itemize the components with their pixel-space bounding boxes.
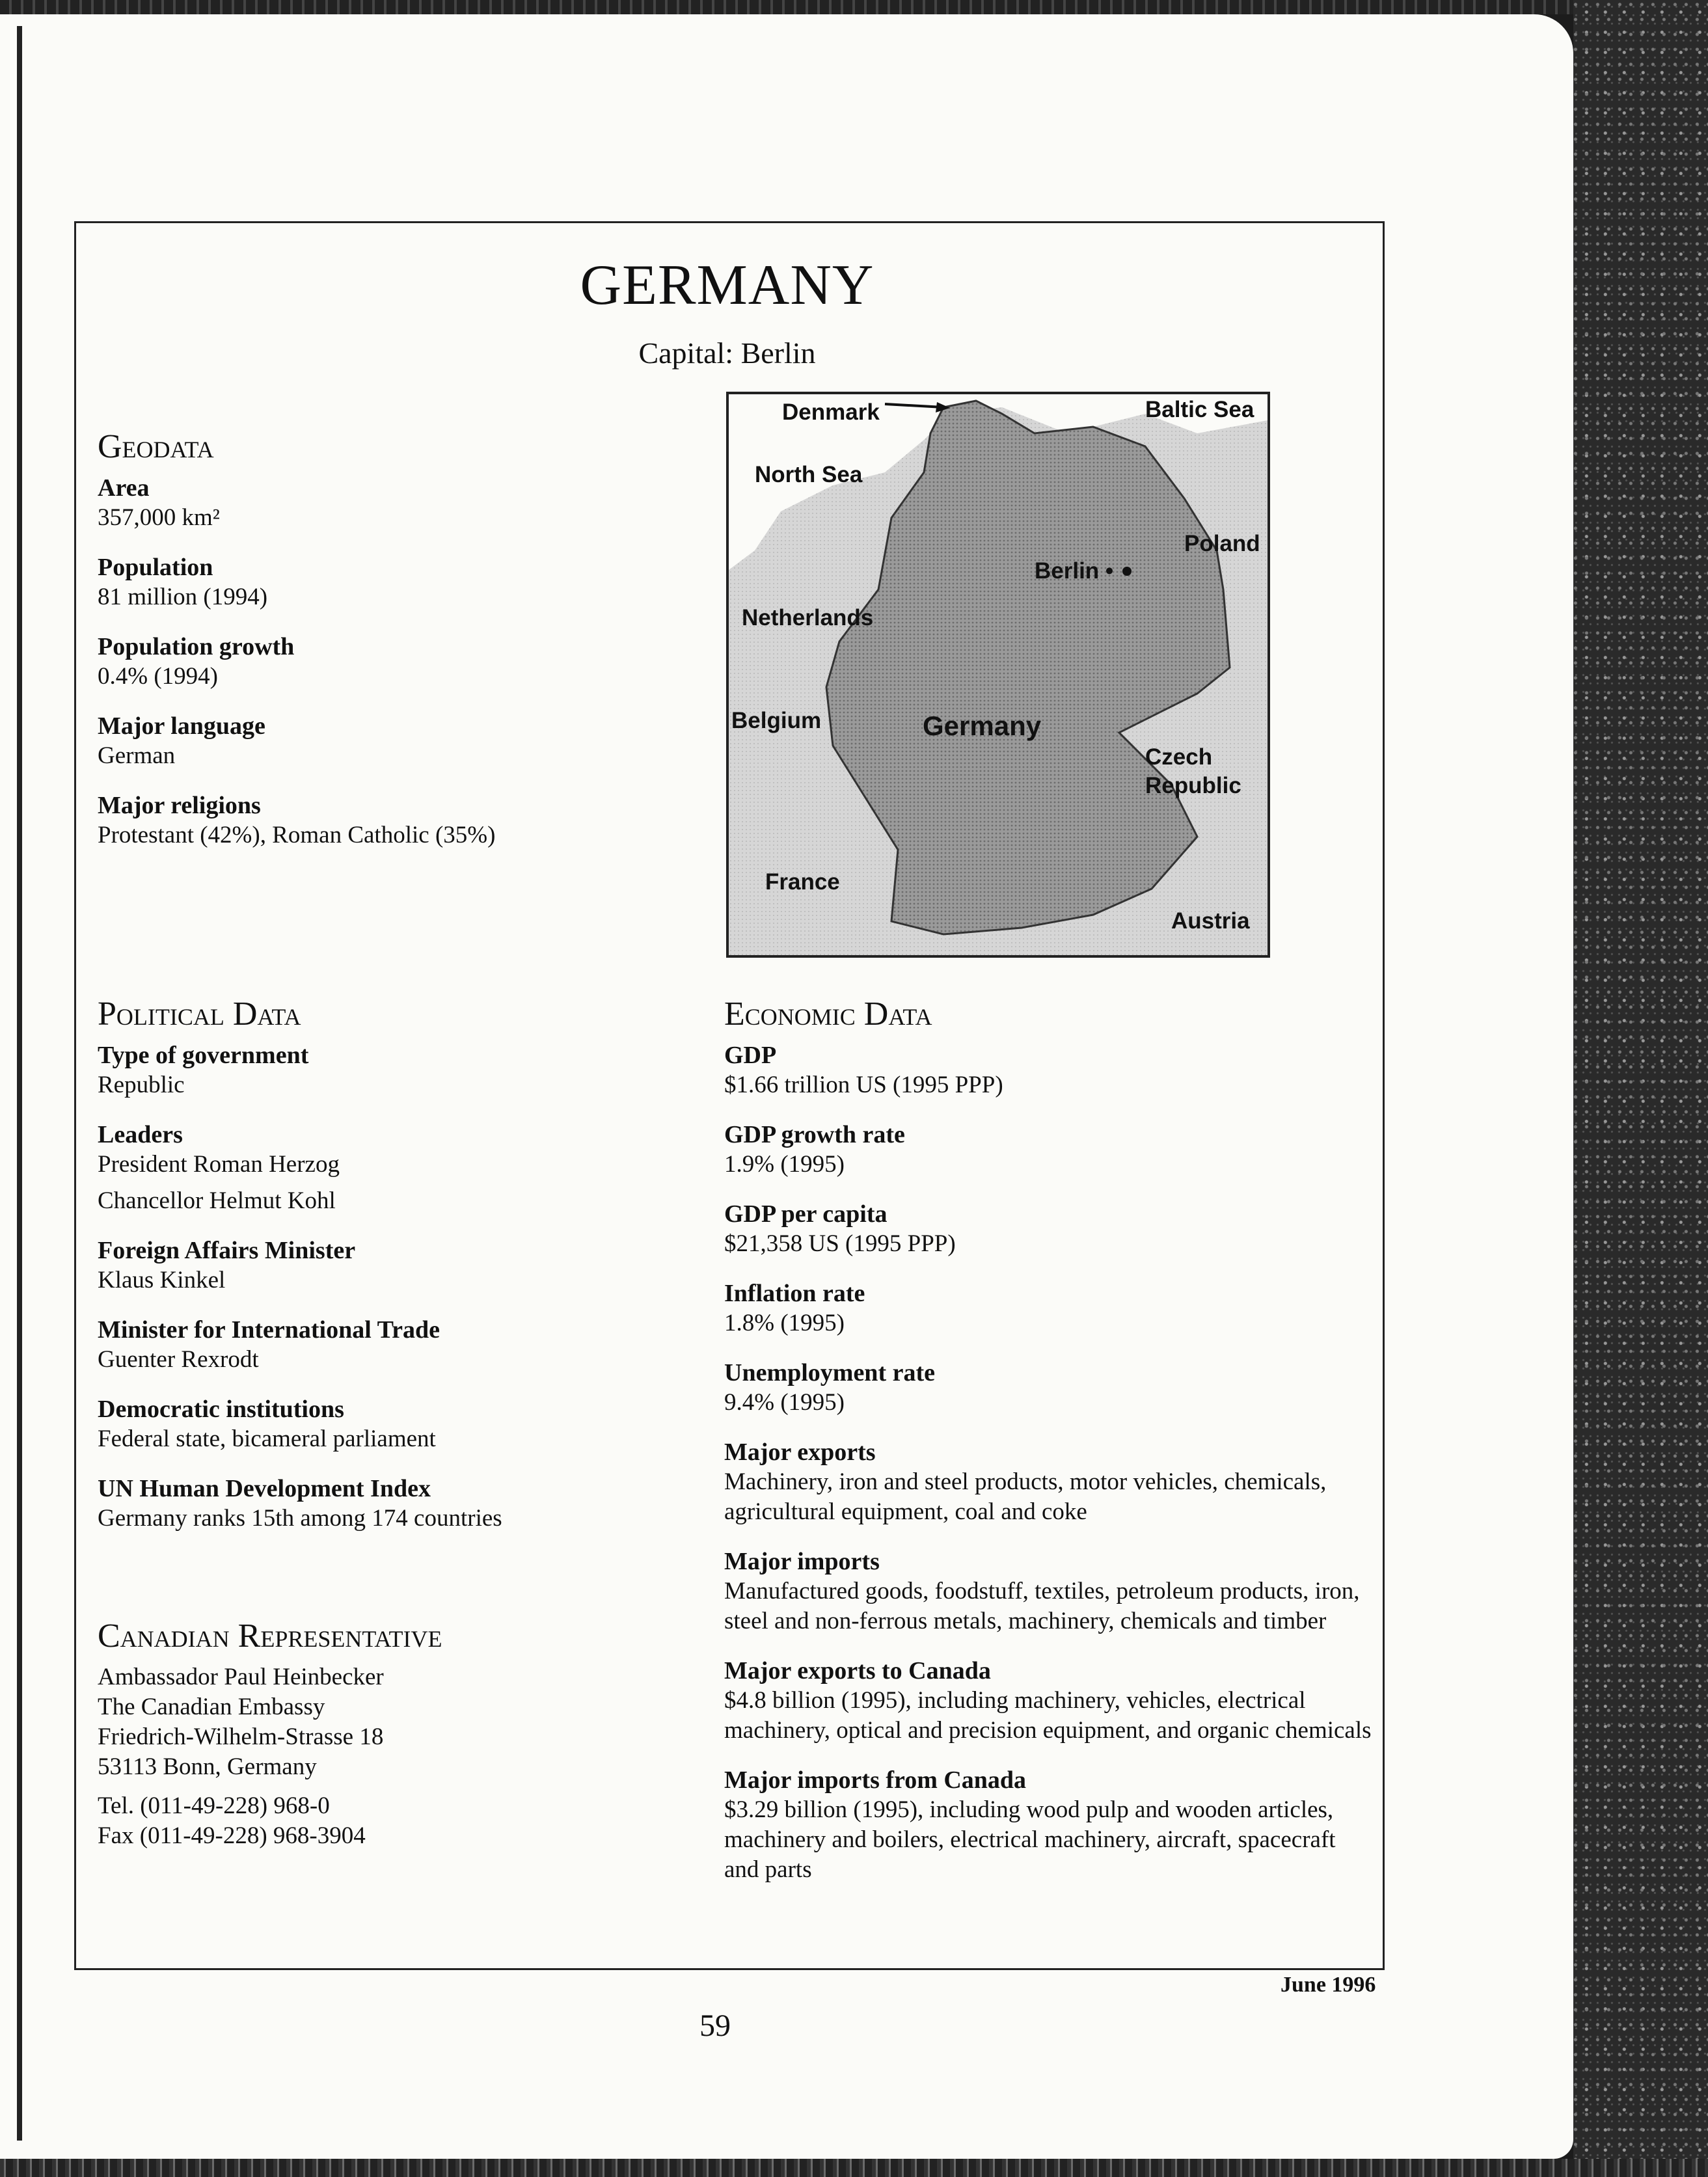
economic-item <box>724 1656 1375 1746</box>
item-value: Machinery, iron and steel products, motor vehicles, chemicals, agricultural equipment, coal and coke <box>724 1468 1327 1526</box>
geodata-heading: Geodata <box>98 428 214 465</box>
address-line: 53113 Bonn, Germany <box>98 1753 317 1781</box>
economic-item <box>724 1278 1375 1338</box>
canadian-rep-section <box>98 1617 683 1851</box>
map-label-berlin: Berlin • <box>1035 558 1114 584</box>
item-value: President Roman Herzog <box>98 1151 340 1178</box>
economic-section <box>724 995 1375 1885</box>
geodata-item <box>98 473 683 533</box>
scan-top-edge <box>0 0 1708 14</box>
item-value: 0.4% (1994) <box>98 663 218 690</box>
economic-item <box>724 1358 1375 1418</box>
economic-item <box>724 1437 1375 1527</box>
item-label: Major language <box>98 712 265 740</box>
item-label: Democratic institutions <box>98 1396 344 1424</box>
scan-bottom-edge <box>0 2159 1708 2177</box>
item-label: Major exports <box>724 1439 876 1467</box>
political-item <box>98 1040 683 1100</box>
political-item <box>98 1236 683 1295</box>
item-label: Major imports from Canada <box>724 1766 1027 1794</box>
fax: Fax (011-49-228) 968-3904 <box>98 1822 366 1850</box>
economic-item <box>724 1765 1375 1885</box>
item-value: 9.4% (1995) <box>724 1389 845 1416</box>
item-value: 1.9% (1995) <box>724 1151 845 1178</box>
map-label-baltic-sea: Baltic Sea <box>1145 397 1254 422</box>
geodata-section <box>98 428 683 850</box>
geodata-item <box>98 711 683 771</box>
map-label-republic: Republic <box>1145 773 1241 798</box>
item-label: Major imports <box>724 1548 880 1576</box>
economic-item <box>724 1120 1375 1180</box>
address-line: Friedrich-Wilhelm-Strasse 18 <box>98 1724 384 1751</box>
item-label: Major exports to Canada <box>724 1657 991 1685</box>
map-label-germany: Germany <box>923 710 1042 741</box>
scan-background <box>1573 0 1708 2177</box>
economic-item <box>724 1547 1375 1636</box>
item-label: Minister for International Trade <box>98 1316 440 1344</box>
item-value: 1.8% (1995) <box>724 1310 845 1337</box>
address-line: Ambassador Paul Heinbecker <box>98 1664 384 1691</box>
item-value: Protestant (42%), Roman Catholic (35%) <box>98 822 496 849</box>
address-block <box>98 1662 683 1782</box>
item-label: Foreign Affairs Minister <box>98 1237 356 1265</box>
telephone: Tel. (011-49-228) 968-0 <box>98 1792 330 1820</box>
item-value: 81 million (1994) <box>98 584 268 611</box>
item-label: Inflation rate <box>724 1280 865 1308</box>
item-label: Major religions <box>98 792 261 820</box>
item-label: Unemployment rate <box>724 1359 935 1387</box>
item-value: Guenter Rexrodt <box>98 1346 259 1373</box>
item-value: Chancellor Helmut Kohl <box>98 1187 336 1215</box>
berlin-marker <box>1122 567 1132 576</box>
political-item <box>98 1394 683 1454</box>
item-label: GDP per capita <box>724 1200 888 1228</box>
item-label: UN Human Development Index <box>98 1475 431 1503</box>
map-label-belgium: Belgium <box>731 708 822 733</box>
item-value: $3.29 billion (1995), including wood pulp and wooden articles, machinery and boilers, electrical machinery, aircraft, spacecraft and parts <box>724 1796 1336 1884</box>
item-label: Type of government <box>98 1042 309 1070</box>
map-label-netherlands: Netherlands <box>742 605 874 630</box>
item-value: $4.8 billion (1995), including machinery, vehicles, electrical machinery, optical and precision equipment, and organic chemicals <box>724 1687 1372 1744</box>
germany-map <box>726 392 1270 958</box>
item-label: Population growth <box>98 633 295 661</box>
item-value: 357,000 km² <box>98 504 220 532</box>
political-item <box>98 1474 683 1534</box>
item-label: GDP growth rate <box>724 1121 905 1149</box>
address-line: The Canadian Embassy <box>98 1694 325 1721</box>
map-label-poland: Poland <box>1184 531 1260 556</box>
map-label-france: France <box>765 869 840 895</box>
political-heading: Political Data <box>98 995 301 1033</box>
item-label: Leaders <box>98 1121 183 1149</box>
geodata-item <box>98 632 683 692</box>
item-label: GDP <box>724 1042 777 1070</box>
item-value: Republic <box>98 1072 185 1099</box>
geodata-item <box>98 791 683 850</box>
contact-block <box>98 1791 683 1851</box>
political-item <box>98 1120 683 1216</box>
page-number: 59 <box>699 2008 731 2043</box>
page-title: GERMANY <box>580 254 874 317</box>
geodata-item <box>98 552 683 612</box>
item-value: Manufactured goods, foodstuff, textiles, petroleum products, iron, steel and non-ferrous metals, machinery, chemicals and timber <box>724 1578 1360 1635</box>
item-value: Germany ranks 15th among 174 countries <box>98 1505 502 1532</box>
item-value: German <box>98 742 176 770</box>
item-label: Area <box>98 474 150 502</box>
map-label-czech: Czech <box>1145 744 1213 770</box>
map-label-north-sea: North Sea <box>755 462 863 487</box>
map-label-austria: Austria <box>1171 908 1250 934</box>
item-value: $1.66 trillion US (1995 PPP) <box>724 1072 1003 1099</box>
item-value: Klaus Kinkel <box>98 1267 226 1294</box>
map-label-denmark: Denmark <box>782 399 880 425</box>
economic-heading: Economic Data <box>724 995 932 1033</box>
item-value: $21,358 US (1995 PPP) <box>724 1230 956 1258</box>
economic-item <box>724 1199 1375 1259</box>
political-section <box>98 995 683 1534</box>
item-label: Population <box>98 554 213 582</box>
capital-line: Capital: Berlin <box>638 336 816 370</box>
economic-item <box>724 1040 1375 1100</box>
item-value: Federal state, bicameral parliament <box>98 1426 436 1453</box>
political-item <box>98 1315 683 1375</box>
publication-date: June 1996 <box>1281 1973 1376 1997</box>
canadian-rep-heading: Canadian Representative <box>98 1617 442 1655</box>
